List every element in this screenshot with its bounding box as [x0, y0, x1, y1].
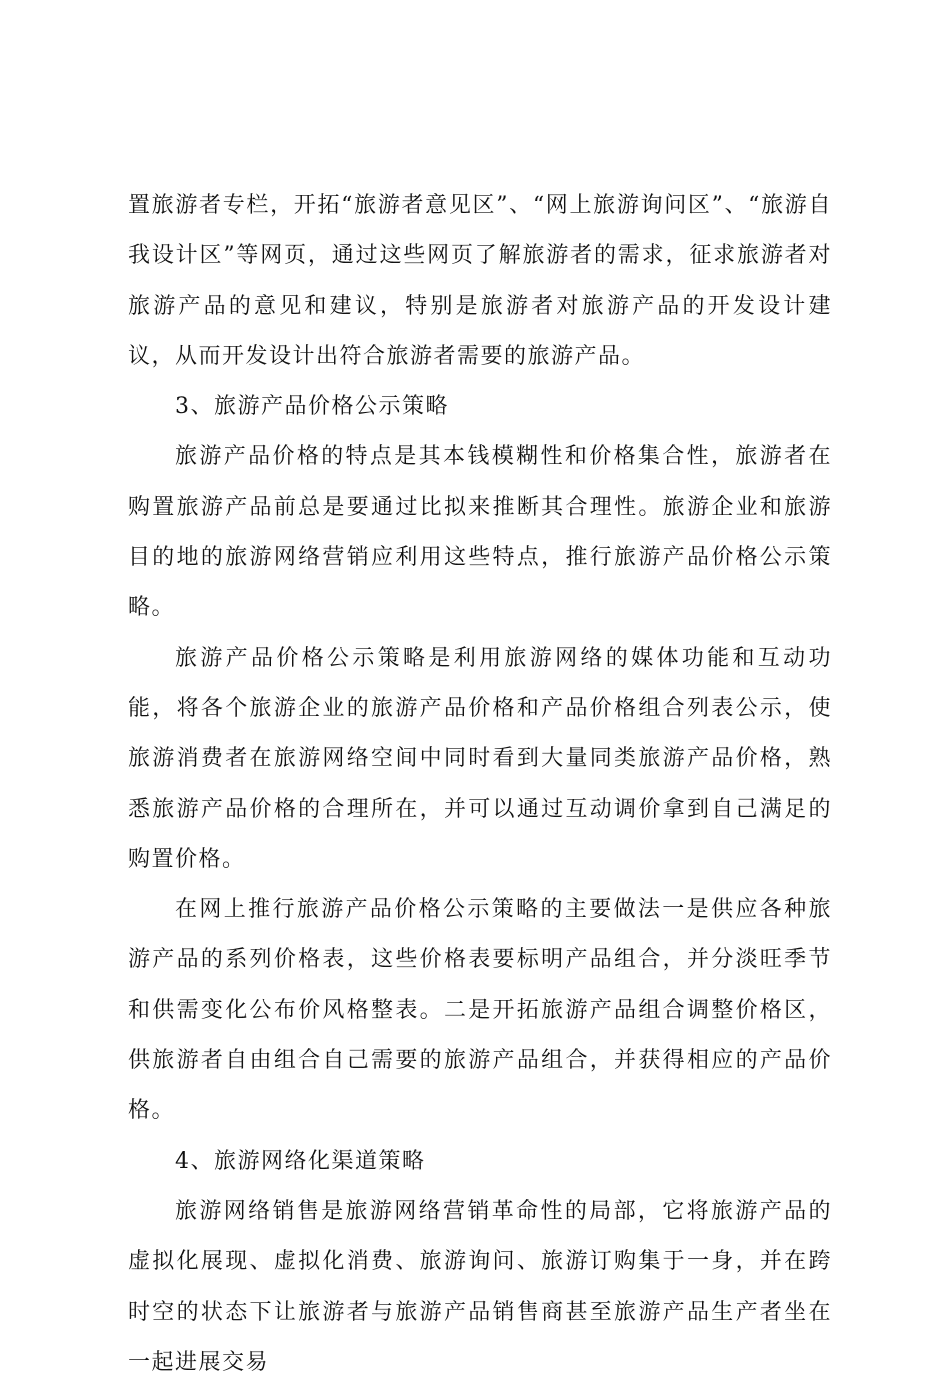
paragraph-price-methods: 在网上推行旅游产品价格公示策略的主要做法一是供应各种旅游产品的系列价格表，这些价格表要标明产品组合，并分淡旺季节和供需变化公布价风格整表。二是开拓旅游产品组合调整价格区，供旅游者自由组合自己需要的旅游产品组合，并获得相应的产品价格。: [128, 897, 832, 1124]
paragraph-price-features: 旅游产品价格的特点是其本钱模糊性和价格集合性，旅游者在购置旅游产品前总是要通过比拟来推断其合理性。旅游企业和旅游目的地的旅游网络营销应利用这些特点，推行旅游产品价格公示策略。: [128, 444, 832, 621]
paragraph-online-sales: 旅游网络销售是旅游网络营销革命性的局部，它将旅游产品的虚拟化展现、虚拟化消费、旅游询问、旅游订购集于一身，并在跨时空的状态下让旅游者与旅游产品销售商甚至旅游产品生产者坐在一起进展交易: [128, 1198, 832, 1375]
section-heading-4: 4、旅游网络化渠道策略: [175, 1148, 426, 1174]
document-body: [128, 181, 832, 1388]
paragraph-price-disclosure: 旅游产品价格公示策略是利用旅游网络的媒体功能和互动功能，将各个旅游企业的旅游产品价格和产品价格组合列表公示，使旅游消费者在旅游网络空间中同时看到大量同类旅游产品价格，熟悉旅游产品价格的合理所在，并可以通过互动调价拿到自己满足的购置价格。: [128, 645, 832, 872]
paragraph-continuation: 置旅游者专栏，开拓“旅游者意见区”、“网上旅游询问区”、“旅游自我设计区”等网页，通过这些网页了解旅游者的需求，征求旅游者对旅游产品的意见和建议，特别是旅游者对旅游产品的开发设计建议，从而开发设计出符合旅游者需要的旅游产品。: [128, 193, 832, 369]
section-heading-3: 3、旅游产品价格公示策略: [175, 394, 449, 420]
